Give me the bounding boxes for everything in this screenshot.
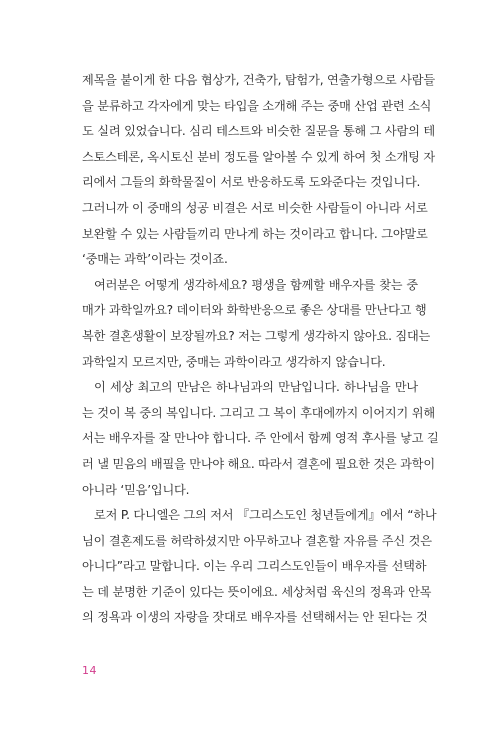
text-line: 리에서 그들의 화학물질이 서로 반응하도록 도와준다는 것입니다. [82,175,421,190]
text-line: 이 세상 최고의 만남은 하나님과의 만남입니다. 하나님을 만나 [94,380,418,395]
text-line: 님이 결혼제도를 허락하셨지만 아무하고나 결혼할 자유를 주신 것은 [82,533,432,548]
text-line: 아니라 ‘믿음’입니다. [82,482,190,497]
text-line: 보완할 수 있는 사람들끼리 만나게 하는 것이라고 합니다. 그야말로 [82,226,428,241]
text-line: 도 실려 있었습니다. 심리 테스트와 비슷한 질문을 통해 그 사람의 테 [82,124,435,139]
page-number: 14 [82,664,97,677]
text-line: 제목을 붙이게 한 다음 협상가, 건축가, 탐험가, 연출가형으로 사람들 [82,73,435,87]
text-line: 러 낼 믿음의 배필을 만나야 해요. 따라서 결혼에 필요한 것은 과학이 [82,456,435,471]
text-line: 여러분은 어떻게 생각하세요? 평생을 함께할 배우자를 찾는 중 [94,277,418,292]
text-line: 의 정욕과 이생의 자랑을 잣대로 배우자를 선택해서는 안 된다는 것 [82,610,428,625]
text-line: 과학일지 모르지만, 중매는 과학이라고 생각하지 않습니다. [82,354,386,369]
text-line: 아니다”라고 말합니다. 이는 우리 그리스도인들이 배우자를 선택하 [82,559,427,574]
text-line: 는 것이 복 중의 복입니다. 그리고 그 복이 후대에까지 이어지기 위해 [82,405,435,420]
text-line: 을 분류하고 각자에게 맞는 타입을 소개해 주는 중매 산업 관련 소식 [82,98,432,113]
text-line: ‘중매는 과학’이라는 것이죠. [82,252,228,267]
text-line: 그러니까 이 중매의 성공 비결은 서로 비슷한 사람들이 아니라 서로 [82,200,428,215]
text-line: 로저 P. 다니엘은 그의 저서 『그리스도인 청년들에게』에서 “하나 [94,508,437,523]
text-line: 스토스테론, 옥시토신 분비 정도를 알아볼 수 있게 하여 첫 소개팅 자 [82,149,435,164]
text-line: 매가 과학일까요? 데이터와 화학반응으로 좋은 상대를 만난다고 행 [82,303,427,318]
body-text [82,68,439,631]
text-line: 는 데 분명한 기준이 있다는 뜻이에요. 세상처럼 육신의 정욕과 안목 [82,584,432,599]
text-line: 복한 결혼생활이 보장될까요? 저는 그렇게 생각하지 않아요. 짐대는 [82,328,431,343]
text-line: 서는 배우자를 잘 만나야 합니다. 주 안에서 함께 영적 후사를 낳고 길 [82,431,439,446]
